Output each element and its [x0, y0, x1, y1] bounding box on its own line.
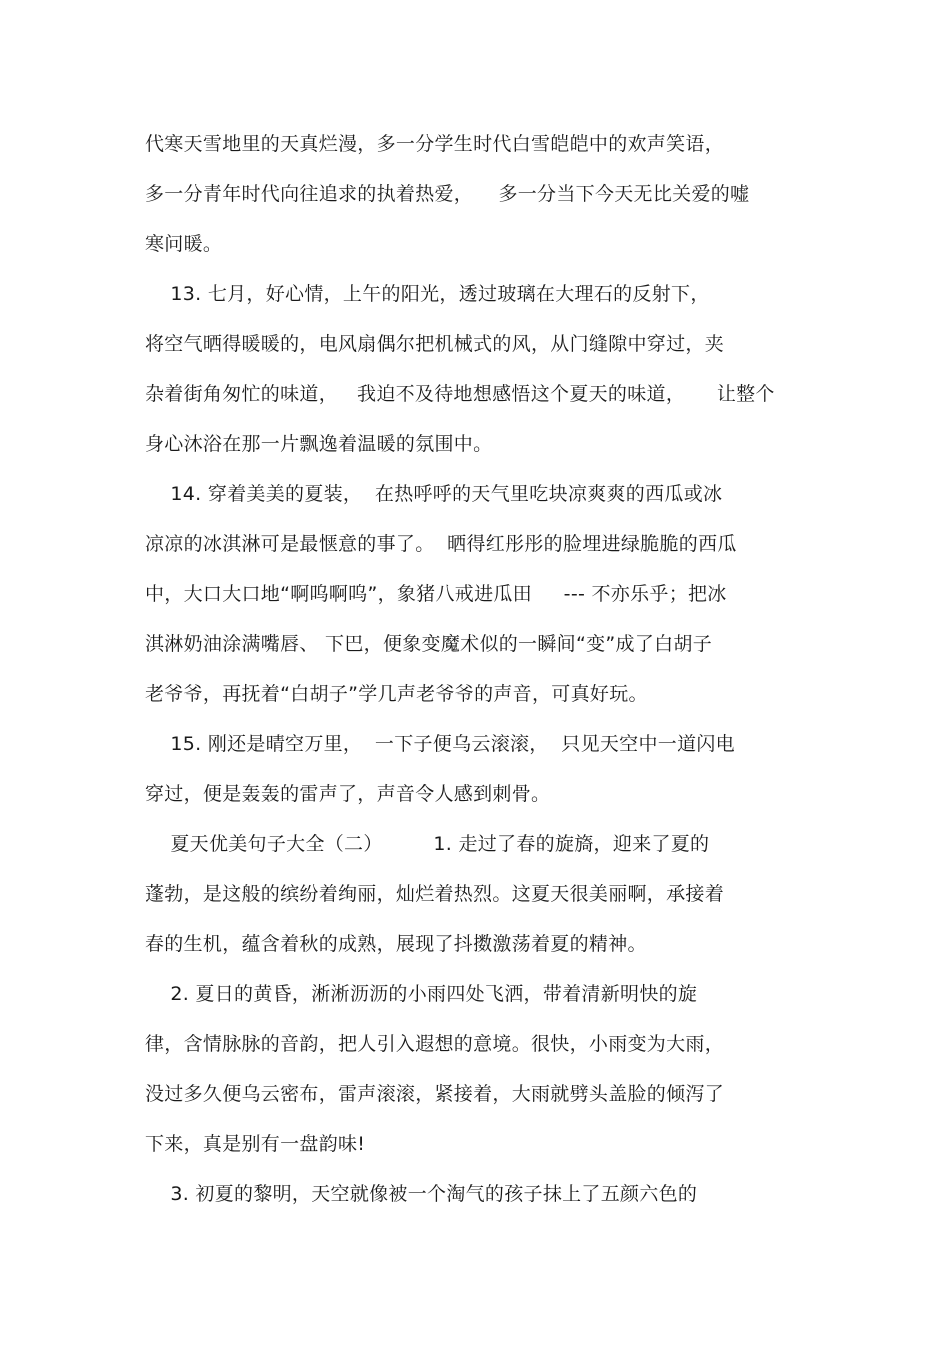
text-line: 将空气晒得暖暖的，电风扇偶尔把机械式的风，从门缝隙中穿过，夹 [145, 333, 725, 355]
text-line: 凉凉的冰淇淋可是最惬意的事了。 晒得红彤彤的脸埋进绿脆脆的西瓜 [145, 533, 737, 555]
text-line: 寒问暖。 [145, 233, 223, 255]
text-line: 13. 七月，好心情，上午的阳光，透过玻璃在大理石的反射下， [145, 283, 710, 305]
text-line: 代寒天雪地里的天真烂漫，多一分学生时代白雪皑皑中的欢声笑语， [145, 133, 725, 155]
text-line: 穿过，便是轰轰的雷声了，声音令人感到刺骨。 [145, 783, 551, 805]
text-line: 3. 初夏的黎明，天空就像被一个淘气的孩子抹上了五颜六色的 [145, 1183, 698, 1205]
text-line: 中，大口大口地“啊呜啊呜”，象猪八戒进瓜田 --- 不亦乐乎；把冰 [145, 583, 727, 605]
text-line: 律，含情脉脉的音韵，把人引入遐想的意境。很快，小雨变为大雨， [145, 1033, 725, 1055]
text-line: 多一分青年时代向往追求的执着热爱， 多一分当下今天无比关爱的嘘 [145, 183, 750, 205]
text-line: 夏天优美句子大全（二） 1. 走过了春的旋旖，迎来了夏的 [145, 833, 710, 855]
text-line: 15. 刚还是晴空万里， 一下子便乌云滚滚， 只见天空中一道闪电 [145, 733, 735, 755]
text-line: 春的生机，蕴含着秋的成熟，展现了抖擞激荡着夏的精神。 [145, 933, 647, 955]
text-line: 14. 穿着美美的夏装， 在热呼呼的天气里吃块凉爽爽的西瓜或冰 [145, 483, 723, 505]
text-line: 2. 夏日的黄昏，淅淅沥沥的小雨四处飞洒，带着清新明快的旋 [145, 983, 698, 1005]
text-line: 身心沐浴在那一片飘逸着温暖的氛围中。 [145, 433, 493, 455]
text-line: 杂着街角匆忙的味道， 我迫不及待地想感悟这个夏天的味道， 让整个 [145, 383, 775, 405]
text-line: 下来，真是别有一盘韵味! [145, 1133, 366, 1155]
text-line: 淇淋奶油涂满嘴唇、 下巴，便象变魔术似的一瞬间“变”成了白胡子 [145, 633, 713, 655]
text-line: 蓬勃，是这般的缤纷着绚丽，灿烂着热烈。这夏天很美丽啊，承接着 [145, 883, 725, 905]
text-line: 老爷爷，再抚着“白胡子”学几声老爷爷的声音，可真好玩。 [145, 683, 648, 705]
text-line: 没过多久便乌云密布，雷声滚滚，紧接着，大雨就劈头盖脸的倾泻了 [145, 1083, 725, 1105]
